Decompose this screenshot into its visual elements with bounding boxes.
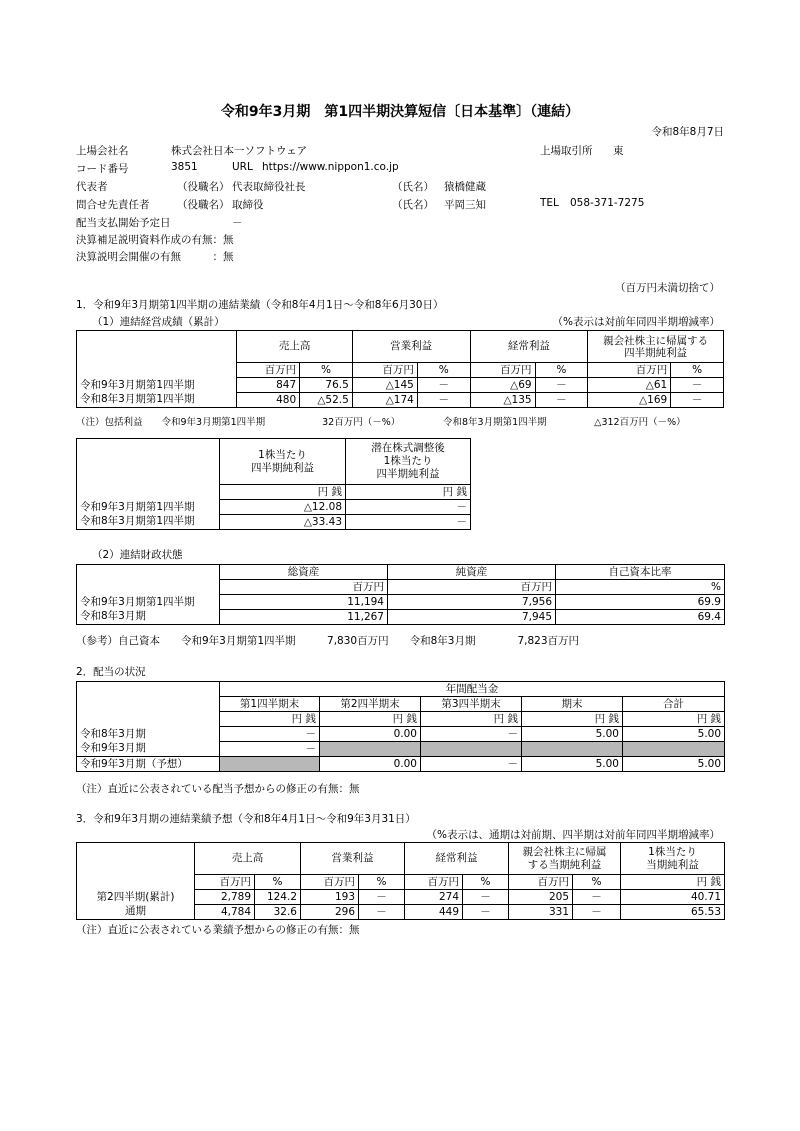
cell: △69	[470, 378, 535, 393]
cell: 5.00	[623, 757, 725, 772]
row-label: 令和8年3月期第1四半期	[77, 515, 220, 530]
unit-note: （百万円未満切捨て）	[615, 282, 720, 294]
contact-name-label: （氏名）	[392, 199, 434, 211]
unit-pct: %	[556, 580, 725, 595]
col-operating: 営業利益	[301, 843, 405, 875]
unit-pct: %	[417, 363, 470, 378]
cell: －	[359, 905, 405, 920]
cell: △135	[470, 393, 535, 408]
section3-pct-note: （%表示は、通期は対前期、四半期は対前年同四半期増減率）	[426, 829, 720, 841]
col-net: 親会社株主に帰属する 四半期純利益	[588, 331, 724, 363]
cell: 69.4	[556, 610, 725, 625]
page-title: 令和9年3月期 第1四半期決算短信〔日本基準〕（連結）	[220, 104, 580, 120]
cell: △169	[588, 393, 671, 408]
col-operating: 営業利益	[352, 331, 470, 363]
table-row	[77, 905, 725, 920]
col-q2-end: 第2四半期末	[320, 697, 421, 712]
section1-sub2: （2）連結財政状態	[92, 549, 183, 561]
cell: 32.6	[255, 905, 301, 920]
cell: 69.9	[556, 595, 725, 610]
unit-pct: %	[300, 363, 353, 378]
rep-title-label: （役職名）	[177, 181, 230, 193]
rep-name-label: （氏名）	[392, 181, 434, 193]
cell: 40.71	[621, 890, 725, 905]
cell: －	[535, 378, 588, 393]
row-label: 通期	[77, 905, 195, 920]
financial-position-table	[76, 564, 725, 625]
cell: 331	[509, 905, 573, 920]
tel-value: 058-371-7275	[570, 197, 645, 209]
url-label: URL	[232, 161, 253, 173]
row-label: 令和9年3月期第1四半期	[77, 595, 220, 610]
unit-pct: %	[359, 875, 405, 890]
cell: 449	[405, 905, 463, 920]
cell: －	[220, 727, 320, 742]
cell: －	[346, 515, 471, 530]
col-equity-ratio: 自己資本比率	[556, 565, 725, 580]
table-row	[77, 757, 725, 772]
cell: △61	[588, 378, 671, 393]
row-label: 令和9年3月期（予想）	[77, 757, 220, 772]
unit-yen: 円 銭	[320, 712, 421, 727]
cell: 5.00	[522, 727, 623, 742]
cell: 5.00	[623, 727, 725, 742]
unit-m: 百万円	[588, 363, 671, 378]
cell: 11,194	[220, 595, 388, 610]
cell: －	[573, 890, 621, 905]
unit-m: 百万円	[301, 875, 359, 890]
unit-m: 百万円	[195, 875, 255, 890]
unit-yen: 円 銭	[621, 875, 725, 890]
unit-m: 百万円	[220, 580, 388, 595]
unit-pct: %	[535, 363, 588, 378]
cell: 0.00	[320, 757, 421, 772]
cell: －	[220, 742, 320, 757]
cell: △33.43	[220, 515, 346, 530]
contact-title: 取締役	[232, 199, 264, 211]
unit-pct: %	[671, 363, 724, 378]
eps-table	[76, 438, 471, 530]
unit-pct: %	[463, 875, 509, 890]
col-total: 合計	[623, 697, 725, 712]
cell: －	[417, 378, 470, 393]
col-total-assets: 総資産	[220, 565, 388, 580]
unit-pct: %	[255, 875, 301, 890]
row-label: 令和9年3月期第1四半期	[77, 500, 220, 515]
table-row	[77, 727, 725, 742]
cell: △12.08	[220, 500, 346, 515]
section3-heading: 3．令和9年3月期の連結業績予想（令和8年4月1日～令和9年3月31日）	[76, 813, 416, 825]
dividend-revision-note: （注）直近に公表されている配当予想からの修正の有無：無	[76, 783, 360, 795]
contact-title-label: （役職名）	[177, 199, 230, 211]
section1-heading: 1．令和9年3月期第1四半期の連結業績（令和8年4月1日～令和8年6月30日）	[76, 299, 444, 311]
cell: －	[671, 393, 724, 408]
cell: －	[421, 757, 522, 772]
cell: △145	[352, 378, 417, 393]
exchange-label: 上場取引所	[540, 145, 593, 157]
shaded-cell	[220, 757, 320, 772]
shaded-cell	[623, 742, 725, 757]
cell: －	[359, 890, 405, 905]
cell: 76.5	[300, 378, 353, 393]
report-date: 令和8年8月7日	[651, 126, 724, 138]
code-label: コード番号	[76, 163, 129, 175]
cell: 847	[237, 378, 300, 393]
comprehensive-income-note: （注）包括利益 令和9年3月期第1四半期 32百万円（－%） 令和8年3月期第1四半期 △312百万円（－%）	[76, 417, 686, 428]
cell: 4,784	[195, 905, 255, 920]
unit-yen: 円 銭	[421, 712, 522, 727]
table-row	[77, 610, 725, 625]
url-link[interactable]: https://www.nippon1.co.jp	[262, 161, 399, 173]
cell: －	[463, 905, 509, 920]
cell: 11,267	[220, 610, 388, 625]
col-net: 親会社株主に帰属 する当期純利益	[509, 843, 621, 875]
col-eps: 1株当たり 当期純利益	[621, 843, 725, 875]
cell: 296	[301, 905, 359, 920]
cell: 205	[509, 890, 573, 905]
unit-yen: 円 銭	[220, 712, 320, 727]
rep-title: 代表取締役社長	[232, 181, 306, 193]
col-annual-dividend: 年間配当金	[220, 682, 725, 697]
cell: 7,945	[388, 610, 556, 625]
col-q1-end: 第1四半期末	[220, 697, 320, 712]
unit-m: 百万円	[388, 580, 556, 595]
cell: 5.00	[522, 757, 623, 772]
cell: 193	[301, 890, 359, 905]
col-net-assets: 純資産	[388, 565, 556, 580]
row-label: 令和8年3月期第1四半期	[77, 393, 237, 408]
row-label: 令和8年3月期	[77, 610, 220, 625]
dividend-start-value: －	[232, 217, 243, 229]
table-row	[77, 595, 725, 610]
cell: 124.2	[255, 890, 301, 905]
supplement-line: 決算補足説明資料作成の有無：無	[76, 234, 234, 246]
row-label: 令和9年3月期第1四半期	[77, 378, 237, 393]
tel-label: TEL	[540, 197, 559, 209]
cell: －	[421, 727, 522, 742]
section1-pct-note: （%表示は対前年同四半期増減率）	[552, 316, 720, 328]
company-name: 株式会社日本一ソフトウェア	[171, 145, 308, 157]
cell: －	[346, 500, 471, 515]
cell: －	[573, 905, 621, 920]
cell: △174	[352, 393, 417, 408]
cell: －	[535, 393, 588, 408]
forecast-revision-note: （注）直近に公表されている業績予想からの修正の有無：無	[76, 924, 360, 936]
unit-m: 百万円	[352, 363, 417, 378]
col-ordinary: 経常利益	[405, 843, 509, 875]
row-label: 令和8年3月期	[77, 727, 220, 742]
section1-sub1: （1）連結経営成績（累計）	[92, 316, 225, 328]
exchange-value: 東	[613, 145, 624, 157]
shaded-cell	[421, 742, 522, 757]
col-diluted-eps: 潜在株式調整後 1株当たり 四半期純利益	[346, 439, 471, 485]
cell: 274	[405, 890, 463, 905]
unit-yen: 円 銭	[346, 485, 471, 500]
table-row	[77, 890, 725, 905]
contact-name: 平岡三知	[444, 199, 486, 211]
table-row	[77, 378, 724, 393]
dividend-start-label: 配当支払開始予定日	[76, 217, 171, 229]
cell: 2,789	[195, 890, 255, 905]
equity-reference-note: （参考）自己資本 令和9年3月期第1四半期 7,830百万円 令和8年3月期 7,823百万円	[76, 635, 580, 647]
col-sales: 売上高	[195, 843, 301, 875]
briefing-line: 決算説明会開催の有無 ：無	[76, 251, 234, 263]
shaded-cell	[320, 742, 421, 757]
contact-label: 問合せ先責任者	[76, 199, 150, 211]
rep-name: 猿橋健蔵	[444, 181, 486, 193]
unit-yen: 円 銭	[522, 712, 623, 727]
table-row	[77, 742, 725, 757]
cell: 0.00	[320, 727, 421, 742]
col-sales: 売上高	[237, 331, 352, 363]
cell: －	[463, 890, 509, 905]
results-corner	[77, 331, 237, 363]
cell: －	[671, 378, 724, 393]
company-label: 上場会社名	[76, 145, 129, 157]
col-ordinary: 経常利益	[470, 331, 588, 363]
section2-heading: 2．配当の状況	[76, 666, 146, 678]
cell: 7,956	[388, 595, 556, 610]
unit-pct: %	[573, 875, 621, 890]
row-label: 令和9年3月期	[77, 742, 220, 757]
shaded-cell	[522, 742, 623, 757]
representative-label: 代表者	[76, 181, 108, 193]
cell: 65.53	[621, 905, 725, 920]
unit-m: 百万円	[237, 363, 300, 378]
cell: 480	[237, 393, 300, 408]
results-table	[76, 330, 724, 408]
unit-m: 百万円	[509, 875, 573, 890]
row-label: 第2四半期(累計)	[77, 890, 195, 905]
cell: △52.5	[300, 393, 353, 408]
col-year-end: 期末	[522, 697, 623, 712]
table-row	[77, 393, 724, 408]
unit-yen: 円 銭	[220, 485, 346, 500]
col-eps: 1株当たり 四半期純利益	[220, 439, 346, 485]
unit-m: 百万円	[470, 363, 535, 378]
forecast-table	[76, 842, 725, 920]
dividend-table	[76, 681, 725, 772]
table-row	[77, 515, 471, 530]
code-value: 3851	[171, 161, 198, 173]
unit-yen: 円 銭	[623, 712, 725, 727]
table-row	[77, 500, 471, 515]
col-q3-end: 第3四半期末	[421, 697, 522, 712]
unit-m: 百万円	[405, 875, 463, 890]
cell: －	[417, 393, 470, 408]
